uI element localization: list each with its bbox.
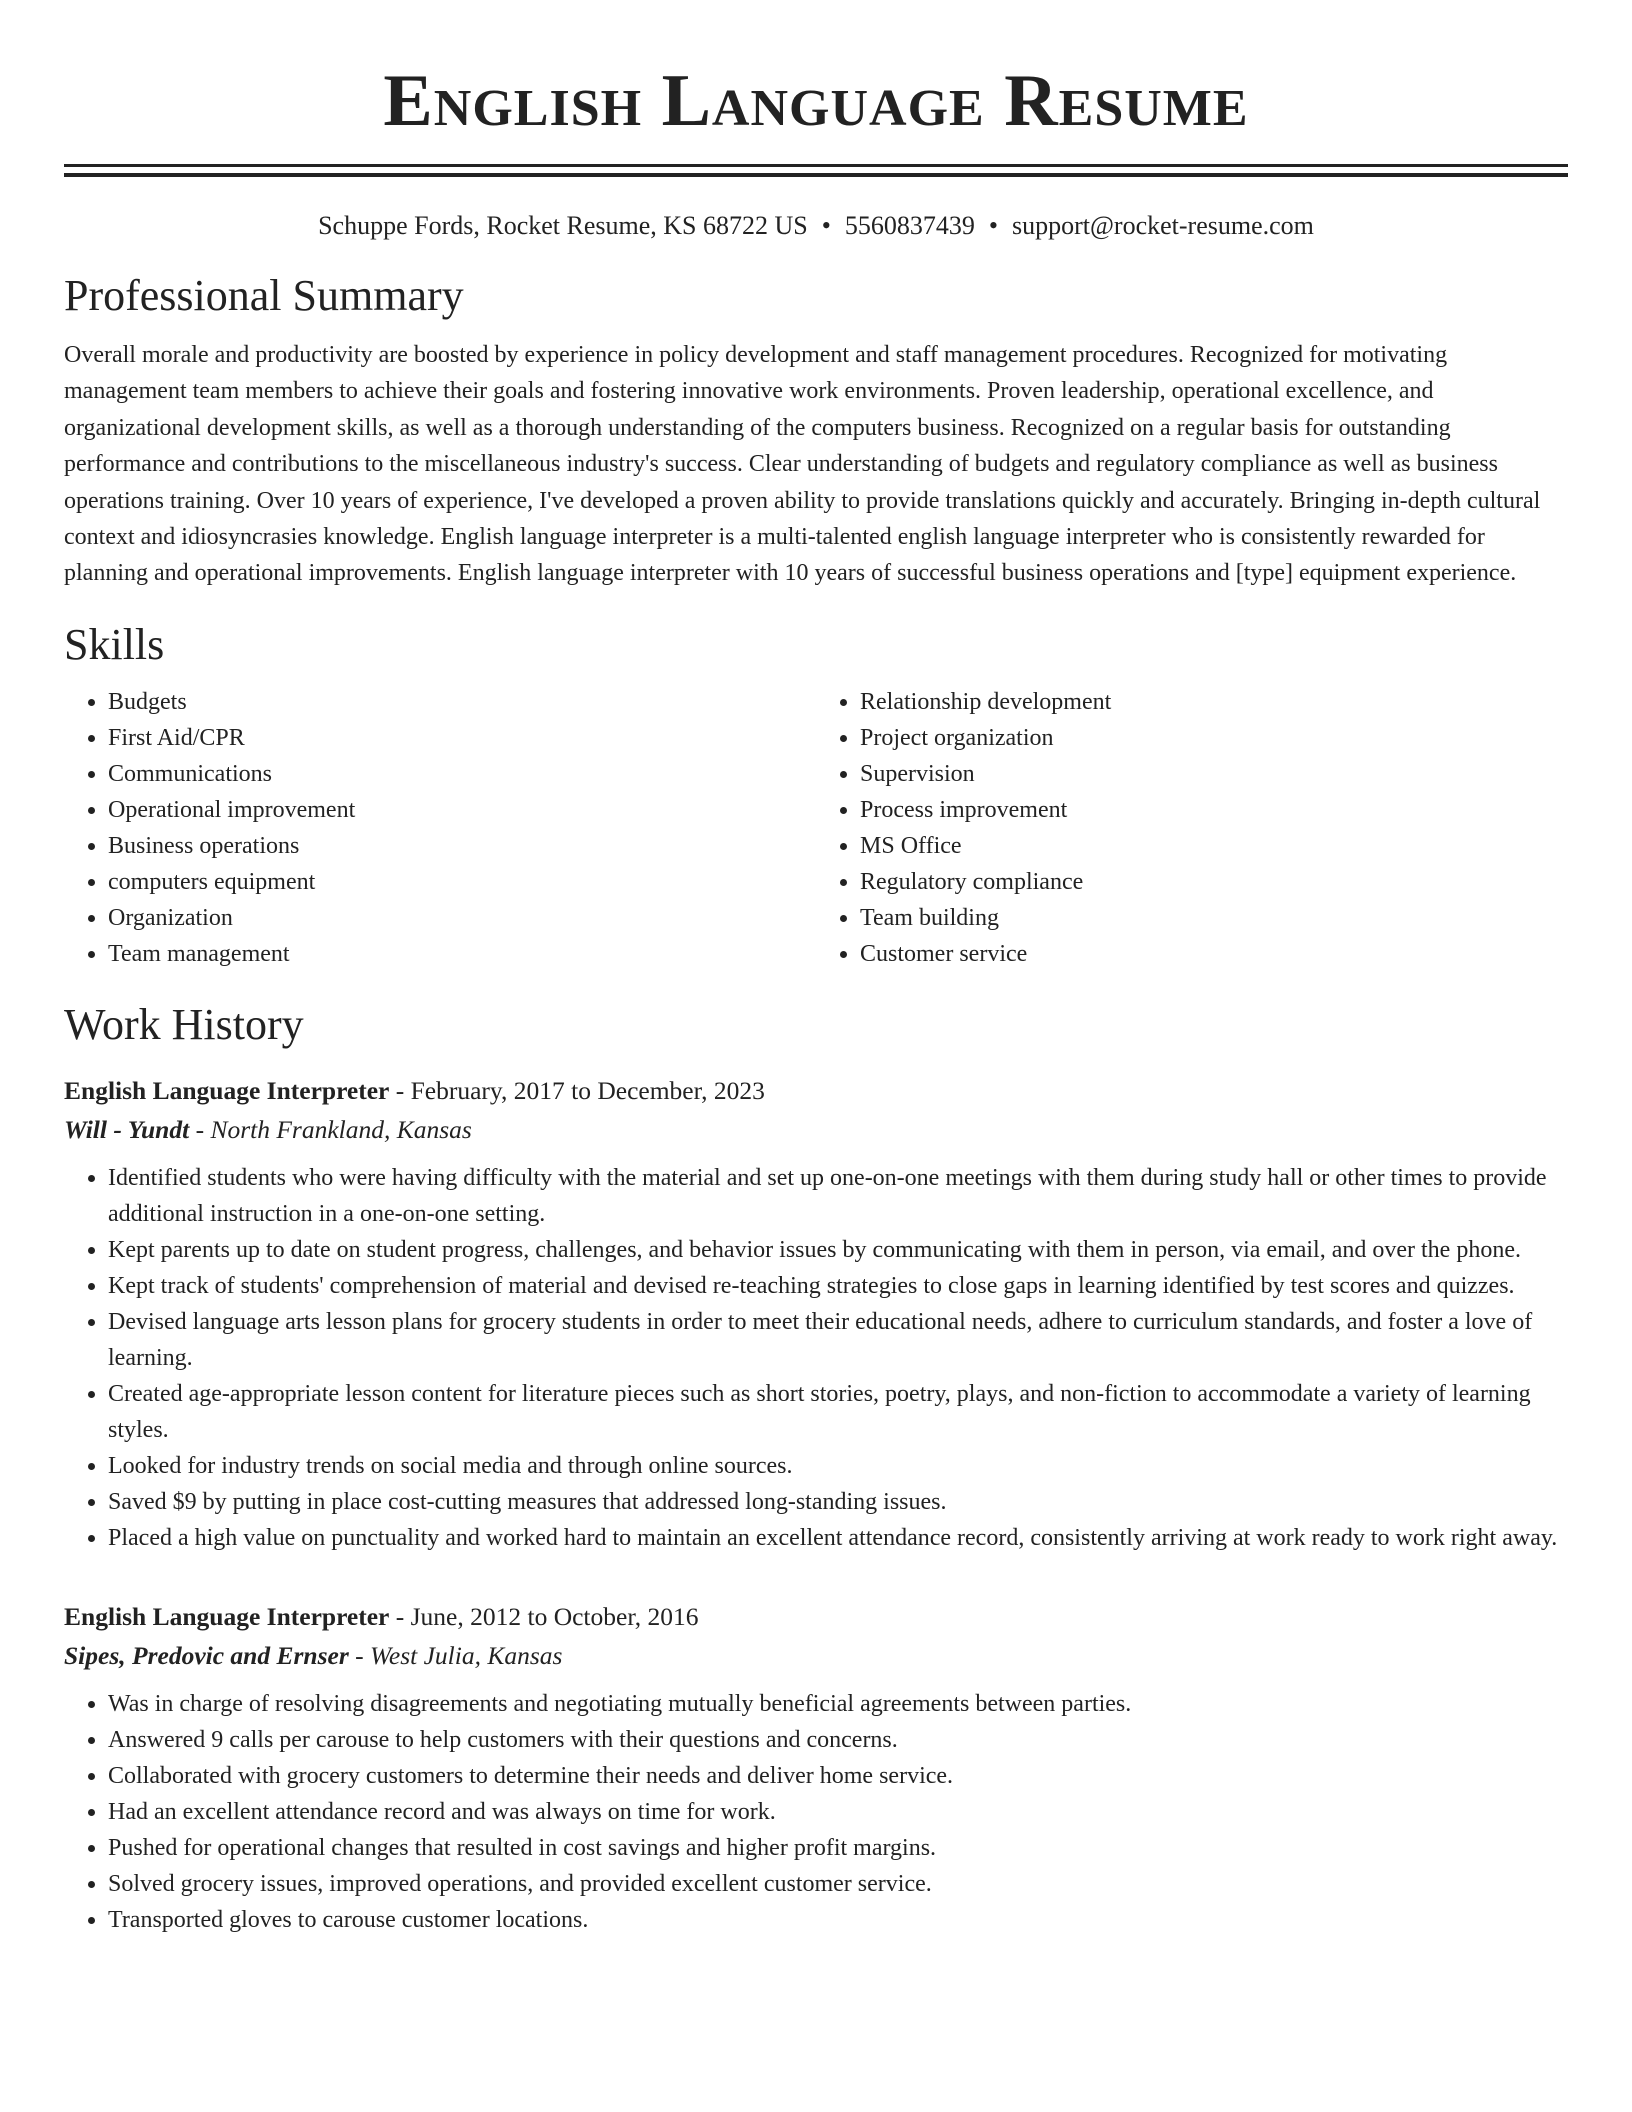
skill-item: • Relationship development <box>860 684 1568 720</box>
title-divider-bottom <box>64 173 1568 177</box>
skill-item: • Team management <box>108 936 816 972</box>
job-title: English Language Interpreter <box>64 1601 390 1631</box>
contact-phone: 5560837439 <box>844 211 975 240</box>
job-bullet: • Saved $9 by putting in place cost-cutting measures that addressed long-standing issues. <box>108 1484 1568 1520</box>
skills-grid <box>64 684 1568 972</box>
skill-item: • Organization <box>108 900 816 936</box>
job-company-line <box>64 1636 1568 1676</box>
job-bullet: • Collaborated with grocery customers to determine their needs and deliver home service. <box>108 1758 1568 1794</box>
job-entry <box>64 1598 1568 1938</box>
job-bullet: • Solved grocery issues, improved operations, and provided excellent customer service. <box>108 1866 1568 1902</box>
job-bullet: • Kept parents up to date on student progress, challenges, and behavior issues by communicating with them in person, via email, and over the phone. <box>108 1232 1568 1268</box>
job-title-line <box>64 1598 1568 1636</box>
job-bullet: • Created age-appropriate lesson content for literature pieces such as short stories, poetry, plays, and non-fiction to accommodate a variety of learning styles. <box>108 1376 1568 1448</box>
job-bullet: • Was in charge of resolving disagreements and negotiating mutually beneficial agreements between parties. <box>108 1686 1568 1722</box>
job-bullet: • Devised language arts lesson plans for grocery students in order to meet their educational needs, adhere to curriculum standards, and foster a love of learning. <box>108 1304 1568 1376</box>
skills-heading: Skills <box>64 619 165 669</box>
job-dates: - June, 2012 to October, 2016 <box>389 1601 699 1631</box>
contact-address: Schuppe Fords, Rocket Resume, KS 68722 US <box>318 211 808 240</box>
summary-heading: Professional Summary <box>64 271 464 320</box>
job-company: Will - Yundt <box>64 1114 190 1144</box>
contact-line <box>64 209 1568 243</box>
skill-item: • Team building <box>860 900 1568 936</box>
contact-email: support@rocket-resume.com <box>1011 211 1314 240</box>
skill-item: • MS Office <box>860 828 1568 864</box>
job-company: Sipes, Predovic and Ernser <box>64 1640 349 1670</box>
job-bullet: • Transported gloves to carouse customer locations. <box>108 1902 1568 1938</box>
job-entry <box>64 1072 1568 1556</box>
title-divider-top <box>64 164 1568 167</box>
skill-item: • Budgets <box>108 684 816 720</box>
job-bullet-list <box>64 1160 1568 1556</box>
skill-item: • Project organization <box>860 720 1568 756</box>
skill-item: • Regulatory compliance <box>860 864 1568 900</box>
job-title: English Language Interpreter <box>64 1075 390 1105</box>
job-location: - North Frankland, Kansas <box>189 1114 472 1144</box>
skills-list-right <box>816 684 1568 972</box>
skill-item: • Process improvement <box>860 792 1568 828</box>
job-company-line <box>64 1110 1568 1150</box>
job-bullet: • Placed a high value on punctuality and worked hard to maintain an excellent attendance record, consistently arriving at work ready to work right away. <box>108 1520 1568 1556</box>
contact-separator: • <box>988 211 998 240</box>
skill-item: • Communications <box>108 756 816 792</box>
job-bullet: • Answered 9 calls per carouse to help customers with their questions and concerns. <box>108 1722 1568 1758</box>
job-bullet: • Had an excellent attendance record and was always on time for work. <box>108 1794 1568 1830</box>
skill-item: • Customer service <box>860 936 1568 972</box>
skill-item: • Operational improvement <box>108 792 816 828</box>
skill-item: • Supervision <box>860 756 1568 792</box>
job-bullet-list <box>64 1686 1568 1938</box>
resume-title: English Language Resume <box>383 60 1249 142</box>
job-dates: - February, 2017 to December, 2023 <box>389 1075 765 1105</box>
contact-separator: • <box>821 211 831 240</box>
job-title-line <box>64 1072 1568 1110</box>
job-bullet: • Identified students who were having difficulty with the material and set up one-on-one meetings with them during study hall or other times to provide additional instruction in a one-on-one setting. <box>108 1160 1568 1232</box>
job-bullet: • Looked for industry trends on social media and through online sources. <box>108 1448 1568 1484</box>
skill-item: • Business operations <box>108 828 816 864</box>
job-bullet: • Kept track of students' comprehension of material and devised re-teaching strategies to close gaps in learning identified by test scores and quizzes. <box>108 1268 1568 1304</box>
summary-text: Overall morale and productivity are boosted by experience in policy development and staff management procedures. Recognized for motivating management team members to achieve their goals and fostering innovative work environments. Proven leadership, operational excellence, and organizational development skills, as well as a thorough understanding of the computers business. Recognized on a regular basis for outstanding performance and contributions to the miscellaneous industry's success. Clear understanding of budgets and regulatory compliance as well as business operations training. Over 10 years of experience, I've developed a proven ability to provide translations quickly and accurately. Bringing in-depth cultural context and idiosyncrasies knowledge. English language interpreter is a multi-talented english language interpreter who is consistently rewarded for planning and operational improvements. English language interpreter with 10 years of successful business operations and [type] equipment experience. <box>64 342 1541 587</box>
job-location: - West Julia, Kansas <box>348 1640 563 1670</box>
skill-item: • First Aid/CPR <box>108 720 816 756</box>
skills-list-left <box>64 684 816 972</box>
work-history-heading: Work History <box>64 999 304 1049</box>
job-bullet: • Pushed for operational changes that resulted in cost savings and higher profit margins. <box>108 1830 1568 1866</box>
skill-item: • computers equipment <box>108 864 816 900</box>
